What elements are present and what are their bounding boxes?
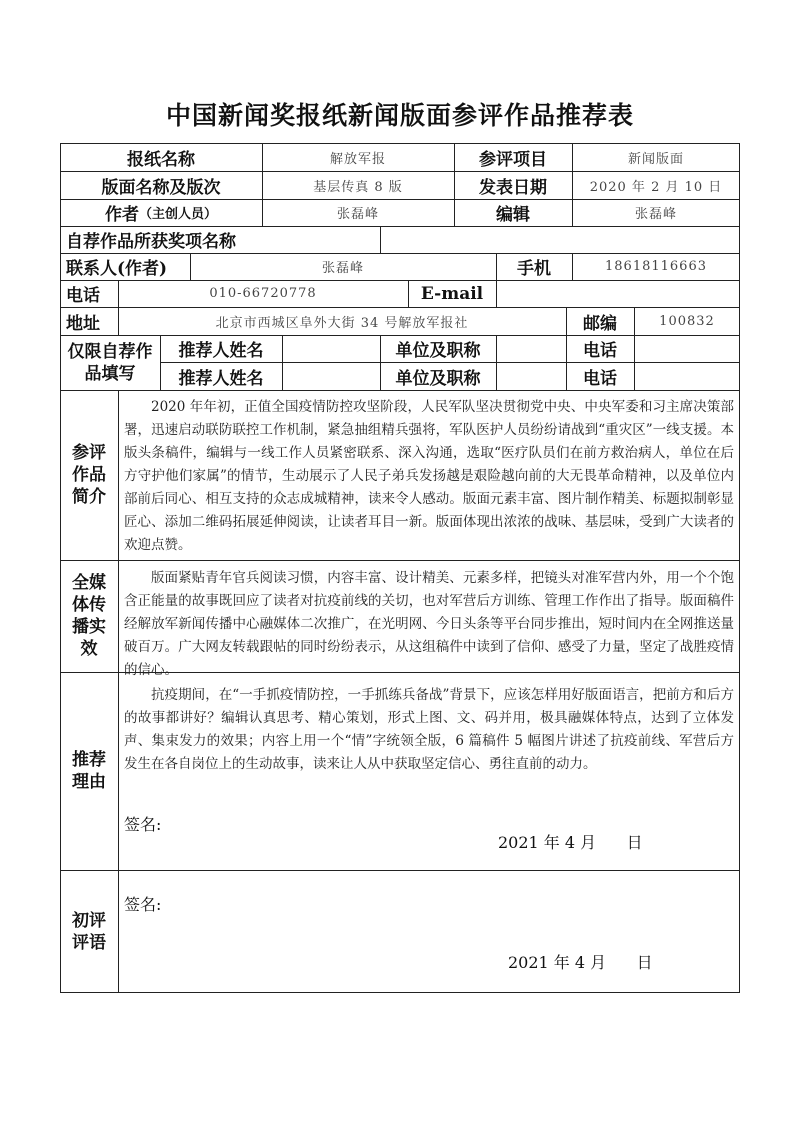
reason-sign-label: 签名: [124, 815, 162, 834]
recommender-name-label-2: 推荐人姓名 [178, 368, 264, 389]
editor-label: 编辑 [496, 205, 530, 225]
editor-value[interactable]: 张磊峰 [634, 207, 677, 222]
author-label-sub: （主创人员） [138, 207, 217, 222]
paper-name-label: 报纸名称 [127, 149, 195, 170]
recommender-name-value-1[interactable] [282, 335, 380, 362]
address-value[interactable]: 北京市西城区阜外大街 34 号解放军报社 [215, 315, 469, 331]
rec-phone-value-2[interactable] [634, 362, 740, 390]
category-value[interactable]: 新闻版面 [627, 151, 684, 167]
phone-label: 电话 [66, 286, 100, 306]
rec-phone-label-2: 电话 [583, 368, 617, 389]
reason-text[interactable]: 抗疫期间，在“一手抓疫情防控，一手抓练兵备战”背景下，应该怎样用好版面语言，把前方和后方的故事都讲好？编辑认真思考、精心策划，形式上图、文、码并用，极具融媒体特点，达到了立体发声、集束发力的效果；内容上用一个“情”字统领全版，6 篇稿件 5 幅图片讲述了抗疫前线、军营后方发生在各自岗位上的生动故事，读来让人从中获取坚定信心、勇往直前的动力。 [124, 687, 734, 772]
page-title: 中国新闻奖报纸新闻版面参评作品推荐表 [165, 101, 634, 130]
review-date: 2021 年 4 月 日 [508, 953, 653, 972]
zip-label: 邮编 [583, 313, 617, 334]
email-value[interactable] [496, 280, 740, 307]
phone-value[interactable]: 010-66720778 [209, 286, 317, 301]
paper-name-value[interactable]: 解放军报 [329, 151, 386, 167]
author-label [60, 199, 262, 226]
publish-date-label: 发表日期 [479, 177, 547, 198]
address-label: 地址 [66, 313, 100, 334]
zip-value[interactable]: 100832 [659, 313, 715, 329]
intro-text[interactable]: 2020 年年初，正值全国疫情防控攻坚阶段，人民军队坚决贯彻党中央、中央军委和习主席决策部署，迅速启动联防联控工作机制，紧急抽组精兵强将，军队医护人员纷纷请战到“重灾区”一线支援。本版头条稿件，编辑与一线工作人员紧密联系、深入沟通，选取“医疗队员们在前方救治病人，单位在后方守护他们家属”的情节，生动展示了人民子弟兵发扬越是艰险越向前的大无畏革命精神，以及单位内部前后同心、相互支持的众志成城精神，读来令人感动。版面元素丰富、图片制作精美、标题拟制彰显匠心、添加二维码拓展延伸阅读，让读者耳目一新。版面体现出浓浓的战味、基层味，受到广大读者的欢迎点赞。 [124, 399, 734, 553]
review-label: 初评 评语 [72, 910, 106, 953]
author-label-main: 作者 [104, 205, 139, 225]
page-name-value[interactable]: 基层传真 8 版 [313, 179, 403, 195]
unit-title-value-1[interactable] [496, 335, 566, 362]
author-value[interactable]: 张磊峰 [336, 207, 379, 222]
unit-title-value-2[interactable] [496, 362, 566, 390]
contact-value[interactable]: 张磊峰 [321, 261, 364, 276]
email-label: E-mail [420, 283, 484, 304]
rec-phone-label-1: 电话 [583, 341, 617, 361]
mobile-value[interactable]: 18618116663 [605, 259, 707, 274]
category-label: 参评项目 [479, 149, 547, 170]
recommender-name-label-1: 推荐人姓名 [178, 341, 264, 361]
reason-label: 推荐 理由 [72, 750, 106, 792]
awards-label: 自荐作品所获奖项名称 [66, 232, 236, 252]
unit-title-label-2: 单位及职称 [395, 368, 481, 389]
recommender-name-value-2[interactable] [282, 362, 380, 390]
publish-date-value[interactable]: 2020 年 2 月 10 日 [589, 179, 723, 195]
page-name-label: 版面名称及版次 [101, 177, 221, 198]
mobile-label: 手机 [517, 259, 551, 279]
contact-label: 联系人(作者) [66, 259, 168, 279]
review-sign-label: 签名: [124, 895, 162, 914]
media-effect-text[interactable]: 版面紧贴青年官兵阅读习惯，内容丰富、设计精美、元素多样，把镜头对准军营内外，用一个个饱含正能量的故事既回应了读者对抗疫前线的关切，也对军营后方训练、管理工作作出了指导。版面稿件经解放军新闻传播中心融媒体二次推广，在光明网、今日头条等平台同步推出，短时间内在全网推送量破百万。广大网友转载跟帖的同时纷纷表示，从这组稿件中读到了信仰、感受了力量，坚定了战胜疫情的信心。 [124, 570, 734, 678]
rec-phone-value-1[interactable] [634, 335, 740, 362]
intro-label: 参评 作品 简介 [72, 443, 106, 507]
self-recommend-label: 仅限自荐作品填写 [67, 341, 153, 384]
awards-value[interactable] [380, 226, 740, 253]
reason-date: 2021 年 4 月 日 [498, 833, 643, 852]
media-effect-label: 全媒 体传 播实 效 [72, 573, 106, 659]
unit-title-label-1: 单位及职称 [395, 341, 481, 361]
